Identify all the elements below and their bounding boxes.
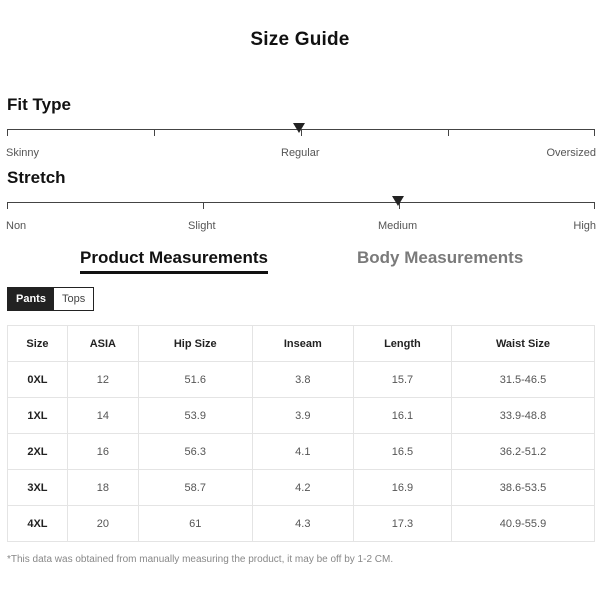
column-header-length: Length: [353, 326, 451, 362]
stretch-tick: [203, 202, 204, 209]
size-cell: 0XL: [8, 362, 68, 398]
asia-cell: 16: [67, 434, 138, 470]
column-header-asia: ASIA: [67, 326, 138, 362]
fit-type-option-skinny: Skinny: [6, 147, 40, 159]
length-cell: 16.1: [353, 398, 451, 434]
column-header-hip-size: Hip Size: [138, 326, 252, 362]
subtab-tops[interactable]: Tops: [54, 288, 93, 310]
stretch-marker-icon: [392, 196, 404, 206]
hip-size-cell: 56.3: [138, 434, 252, 470]
page-title: Size Guide: [250, 29, 350, 50]
stretch-tick: [7, 202, 8, 209]
table-row: [8, 362, 595, 398]
stretch-option-non: Non: [6, 220, 27, 232]
hip-size-cell: 53.9: [138, 398, 252, 434]
length-cell: 15.7: [353, 362, 451, 398]
table-row: [8, 434, 595, 470]
column-header-inseam: Inseam: [252, 326, 353, 362]
fit-type-option-oversized: Oversized: [546, 147, 596, 159]
size-cell: 1XL: [8, 398, 68, 434]
inseam-cell: 4.1: [252, 434, 353, 470]
inseam-cell: 3.9: [252, 398, 353, 434]
stretch-option-medium: Medium: [378, 220, 418, 232]
inseam-cell: 4.3: [252, 506, 353, 542]
size-cell: 3XL: [8, 470, 68, 506]
fit-type-tick: [7, 129, 8, 136]
stretch-label: Stretch: [7, 168, 66, 187]
stretch-options: [6, 220, 596, 234]
tab-product-measurements[interactable]: Product Measurements: [80, 248, 268, 274]
table-row: [8, 506, 595, 542]
garment-subtabs: [7, 287, 94, 311]
inseam-cell: 3.8: [252, 362, 353, 398]
length-cell: 17.3: [353, 506, 451, 542]
measurement-tabs: [0, 248, 600, 276]
asia-cell: 12: [67, 362, 138, 398]
stretch-option-slight: Slight: [188, 220, 216, 232]
asia-cell: 18: [67, 470, 138, 506]
fit-type-label: Fit Type: [7, 95, 71, 114]
tab-body-measurements[interactable]: Body Measurements: [357, 248, 524, 267]
asia-cell: 20: [67, 506, 138, 542]
stretch-scale-line: [7, 202, 595, 203]
waist-size-cell: 33.9-48.8: [451, 398, 594, 434]
stretch-scale: [7, 196, 595, 210]
waist-size-cell: 40.9-55.9: [451, 506, 594, 542]
fit-type-marker-icon: [293, 123, 305, 133]
size-cell: 4XL: [8, 506, 68, 542]
column-header-waist-size: Waist Size: [451, 326, 594, 362]
hip-size-cell: 58.7: [138, 470, 252, 506]
asia-cell: 14: [67, 398, 138, 434]
hip-size-cell: 61: [138, 506, 252, 542]
table-row: [8, 398, 595, 434]
measurement-disclaimer: *This data was obtained from manually measuring the product, it may be off by 1-2 CM.: [7, 554, 394, 565]
fit-type-tick: [448, 129, 449, 136]
inseam-cell: 4.2: [252, 470, 353, 506]
fit-type-option-regular: Regular: [281, 147, 320, 159]
fit-type-scale: [7, 123, 595, 137]
hip-size-cell: 51.6: [138, 362, 252, 398]
subtab-pants[interactable]: Pants: [8, 288, 54, 310]
table-header-row: [8, 326, 595, 362]
size-cell: 2XL: [8, 434, 68, 470]
stretch-option-high: High: [573, 220, 596, 232]
length-cell: 16.5: [353, 434, 451, 470]
waist-size-cell: 38.6-53.5: [451, 470, 594, 506]
length-cell: 16.9: [353, 470, 451, 506]
stretch-tick: [594, 202, 595, 209]
fit-type-tick: [154, 129, 155, 136]
size-table: [7, 325, 595, 542]
table-row: [8, 470, 595, 506]
waist-size-cell: 36.2-51.2: [451, 434, 594, 470]
fit-type-tick: [594, 129, 595, 136]
fit-type-options: [6, 147, 596, 161]
waist-size-cell: 31.5-46.5: [451, 362, 594, 398]
column-header-size: Size: [8, 326, 68, 362]
